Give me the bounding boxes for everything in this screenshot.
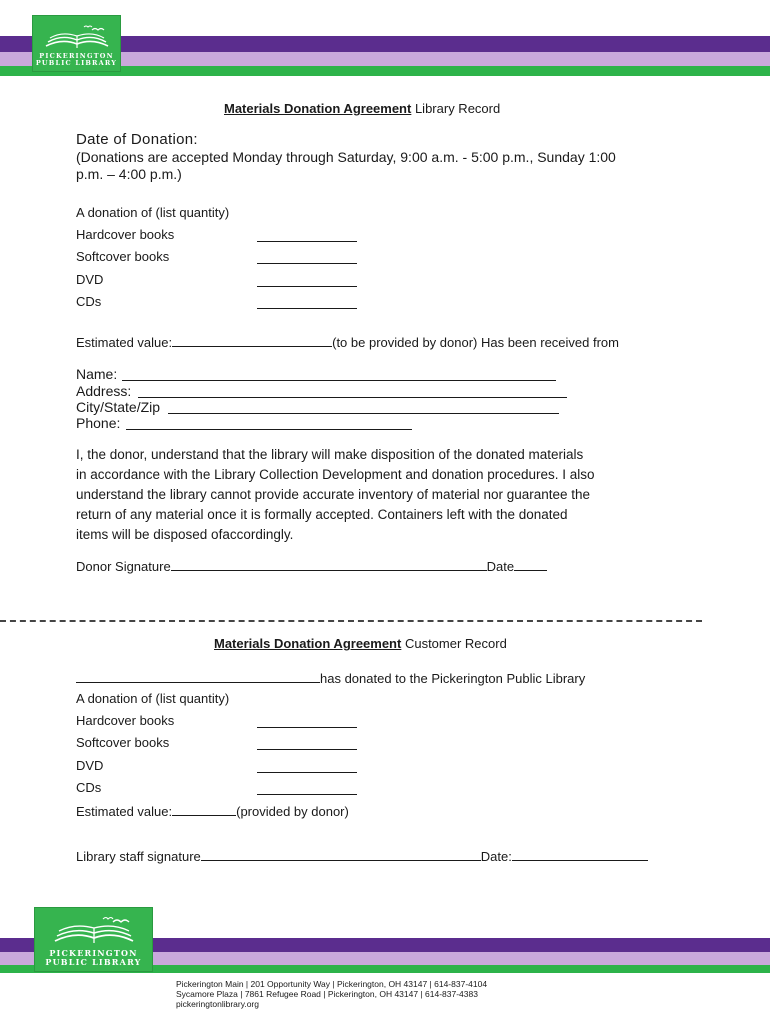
customer-record-title-rest: Customer Record	[401, 636, 507, 651]
footer-website-link[interactable]: pickeringtonlibrary.org	[176, 999, 259, 1009]
donor-signature-field[interactable]	[171, 557, 487, 571]
estimated-value-suffix: (to be provided by donor) Has been received from	[332, 335, 619, 350]
hours-line-2: p.m. – 4:00 p.m.)	[76, 166, 182, 182]
customer-record-title-bold: Materials Donation Agreement	[214, 636, 402, 651]
item-hardcover-label: Hardcover books	[76, 227, 175, 242]
name-label: Name:	[76, 366, 118, 382]
customer-estimated-value-label: Estimated value:	[76, 804, 173, 819]
customer-item-hardcover-label: Hardcover books	[76, 713, 175, 728]
footer-address-line-1: Pickerington Main | 201 Opportunity Way | Pickerington, OH 43147 | 614-837-4104	[176, 979, 488, 989]
library-record-title	[224, 101, 500, 117]
donor-date-label: Date	[486, 559, 515, 574]
paragraph-line: I, the donor, understand that the library will make disposition of the donated materials	[76, 447, 584, 462]
city-state-zip-label: City/State/Zip	[76, 399, 161, 415]
donor-name-field[interactable]	[76, 669, 320, 683]
date-of-donation-label: Date of Donation:	[76, 131, 198, 148]
donation-of-label: A donation of (list quantity)	[76, 205, 230, 220]
dvd-quantity-field[interactable]	[257, 286, 357, 287]
cds-quantity-field[interactable]	[257, 308, 357, 309]
disposition-paragraph	[76, 445, 646, 545]
library-record-title-bold: Materials Donation Agreement	[224, 101, 412, 116]
customer-item-dvd-label: DVD	[76, 758, 104, 773]
footer-open-book-icon	[49, 915, 139, 947]
paragraph-line: return of any material once it is formally accepted. Containers left with the donated	[76, 507, 568, 522]
footer-logo-text-line1: PICKERINGTON	[49, 948, 138, 959]
city-state-zip-field[interactable]	[168, 413, 559, 414]
customer-item-softcover-label: Softcover books	[76, 735, 170, 750]
customer-estimated-value-suffix: (provided by donor)	[236, 804, 349, 819]
customer-estimated-value-row	[76, 802, 349, 820]
name-field[interactable]	[122, 380, 556, 381]
paragraph-line: items will be disposed ofaccordingly.	[76, 527, 294, 542]
bird-icon	[92, 29, 104, 31]
staff-signature-label: Library staff signature	[76, 849, 201, 864]
paragraph-line: understand the library cannot provide accurate inventory of material nor guarantee the	[76, 487, 591, 502]
cut-line-divider	[0, 620, 702, 622]
customer-donation-of-label: A donation of (list quantity)	[76, 691, 230, 706]
staff-date-label: Date:	[480, 849, 512, 864]
footer-library-logo	[35, 908, 152, 971]
customer-item-cds-label: CDs	[76, 780, 102, 795]
estimated-value-label: Estimated value:	[76, 335, 173, 350]
staff-date-field[interactable]	[512, 847, 648, 861]
customer-estimated-value-field[interactable]	[172, 802, 236, 816]
staff-signature-row	[76, 847, 648, 865]
address-field[interactable]	[138, 397, 567, 398]
customer-cds-quantity-field[interactable]	[257, 794, 357, 795]
footer-logo-text-line2: PUBLIC LIBRARY	[45, 956, 142, 967]
item-cds-label: CDs	[76, 294, 102, 309]
softcover-quantity-field[interactable]	[257, 263, 357, 264]
address-label: Address:	[76, 383, 132, 399]
paragraph-line: in accordance with the Library Collection Development and donation procedures. I also	[76, 467, 595, 482]
logo-text-line1: PICKERINGTON	[39, 52, 114, 61]
staff-signature-field[interactable]	[201, 847, 481, 861]
logo-text-line2: PUBLIC LIBRARY	[35, 59, 118, 68]
open-book-icon	[42, 24, 112, 52]
hardcover-quantity-field[interactable]	[257, 241, 357, 242]
estimated-value-field[interactable]	[172, 333, 332, 347]
hours-line-1: (Donations are accepted Monday through Saturday, 9:00 a.m. - 5:00 p.m., Sunday 1:00	[76, 149, 616, 165]
customer-dvd-quantity-field[interactable]	[257, 772, 357, 773]
customer-hardcover-quantity-field[interactable]	[257, 727, 357, 728]
phone-label: Phone:	[76, 415, 121, 431]
customer-softcover-quantity-field[interactable]	[257, 749, 357, 750]
phone-field[interactable]	[126, 429, 412, 430]
estimated-value-row	[76, 333, 619, 351]
customer-record-title	[214, 636, 507, 652]
donor-signature-row	[76, 557, 547, 575]
donor-date-field[interactable]	[514, 557, 547, 571]
donor-signature-label: Donor Signature	[76, 559, 171, 574]
footer-bird-icon	[113, 920, 129, 922]
library-logo	[33, 16, 120, 71]
library-record-title-rest: Library Record	[411, 101, 501, 116]
footer-address-line-2: Sycamore Plaza | 7861 Refugee Road | Pickerington, OH 43147 | 614-837-4383	[176, 989, 478, 999]
item-dvd-label: DVD	[76, 272, 104, 287]
donated-text: has donated to the Pickerington Public Library	[320, 671, 586, 686]
item-softcover-label: Softcover books	[76, 249, 170, 264]
donor-name-row	[76, 669, 585, 687]
